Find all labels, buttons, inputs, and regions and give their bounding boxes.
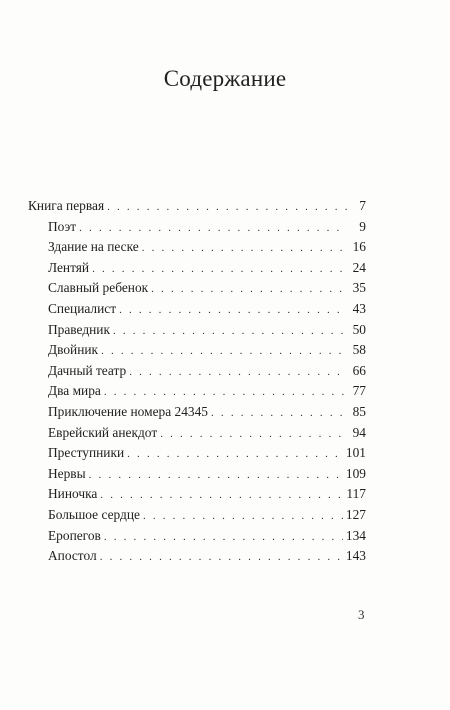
toc-entry-title: Нервы [48,464,89,485]
toc-entry-title: Два мира [48,381,104,402]
toc-entry-title: Апостол [48,546,100,567]
toc-entry-page: 127 [345,506,366,522]
toc-entry-title: Приключение номера 24345 [48,402,211,423]
toc-leader-dots [211,403,347,424]
toc-entry [28,237,366,258]
toc-leader-dots [104,382,347,403]
toc-leader-dots [151,279,347,300]
toc-entry-title: Славный ребенок [48,278,151,299]
toc-entry-page: 85 [352,403,366,419]
toc-entry [28,402,366,423]
toc-entry-page: 24 [352,259,366,275]
toc-entry [28,340,366,361]
toc-entry [28,361,366,382]
toc-entry-page: 101 [345,445,366,461]
toc-entry-page: 16 [352,239,366,255]
toc-leader-dots [160,424,347,445]
toc-leader-dots [113,321,347,342]
toc-entry [28,278,366,299]
toc-entry-title: Праведник [48,320,113,341]
toc-entry [28,196,366,217]
toc-entry-page: 58 [352,342,366,358]
toc-leader-dots [119,300,347,321]
toc-leader-dots [127,444,343,465]
toc-entry [28,443,366,464]
toc-entry-page: 94 [352,424,366,440]
toc-leader-dots [92,259,347,280]
toc-entry [28,217,366,238]
toc-leader-dots [101,341,347,362]
toc-entry-title: Еропегов [48,526,104,547]
toc-entry [28,258,366,279]
toc-entry [28,526,366,547]
toc-entry-title: Ниночка [48,484,100,505]
toc-entry-page: 43 [352,300,366,316]
toc-entry-title: Большое сердце [48,505,143,526]
toc-leader-dots [143,506,343,527]
toc-entry [28,423,366,444]
toc-leader-dots [142,238,347,259]
page-number: 3 [358,607,365,622]
toc-entry-title: Здание на песке [48,237,142,258]
toc-entry-title: Поэт [48,217,79,238]
toc-entry-title: Книга первая [28,196,107,217]
toc-entry-page: 143 [345,548,366,564]
toc-entry-page: 117 [346,486,366,502]
toc-leader-dots [89,465,343,486]
toc-entry [28,505,366,526]
toc-entry-title: Лентяй [48,258,92,279]
toc-leader-dots [104,527,343,548]
toc-entry [28,320,366,341]
toc-entry-title: Двойник [48,340,101,361]
toc-entry-page: 7 [359,198,366,213]
toc-leader-dots [100,485,343,506]
toc-entry [28,464,366,485]
toc-entry-title: Специалист [48,299,119,320]
toc-leader-dots [100,547,343,568]
toc-entry [28,299,366,320]
toc-entry-page: 9 [359,218,366,234]
toc-entry-title: Дачный театр [48,361,129,382]
toc-entry-title: Преступники [48,443,127,464]
page-title: Содержание [163,66,287,91]
toc-entry-page: 134 [345,527,366,543]
toc-leader-dots [129,362,347,383]
toc-entry [28,546,366,567]
toc-entry-page: 77 [352,383,366,399]
toc-entry-page: 109 [345,465,366,481]
toc-leader-dots [79,218,347,239]
toc-leader-dots [107,197,347,218]
toc-entry-page: 35 [352,280,366,296]
toc-entry [28,484,366,505]
toc-entry-page: 50 [352,321,366,337]
toc-entry [28,381,366,402]
table-of-contents [28,196,366,567]
toc-entry-page: 66 [352,362,366,378]
toc-entry-title: Еврейский анекдот [48,423,160,444]
